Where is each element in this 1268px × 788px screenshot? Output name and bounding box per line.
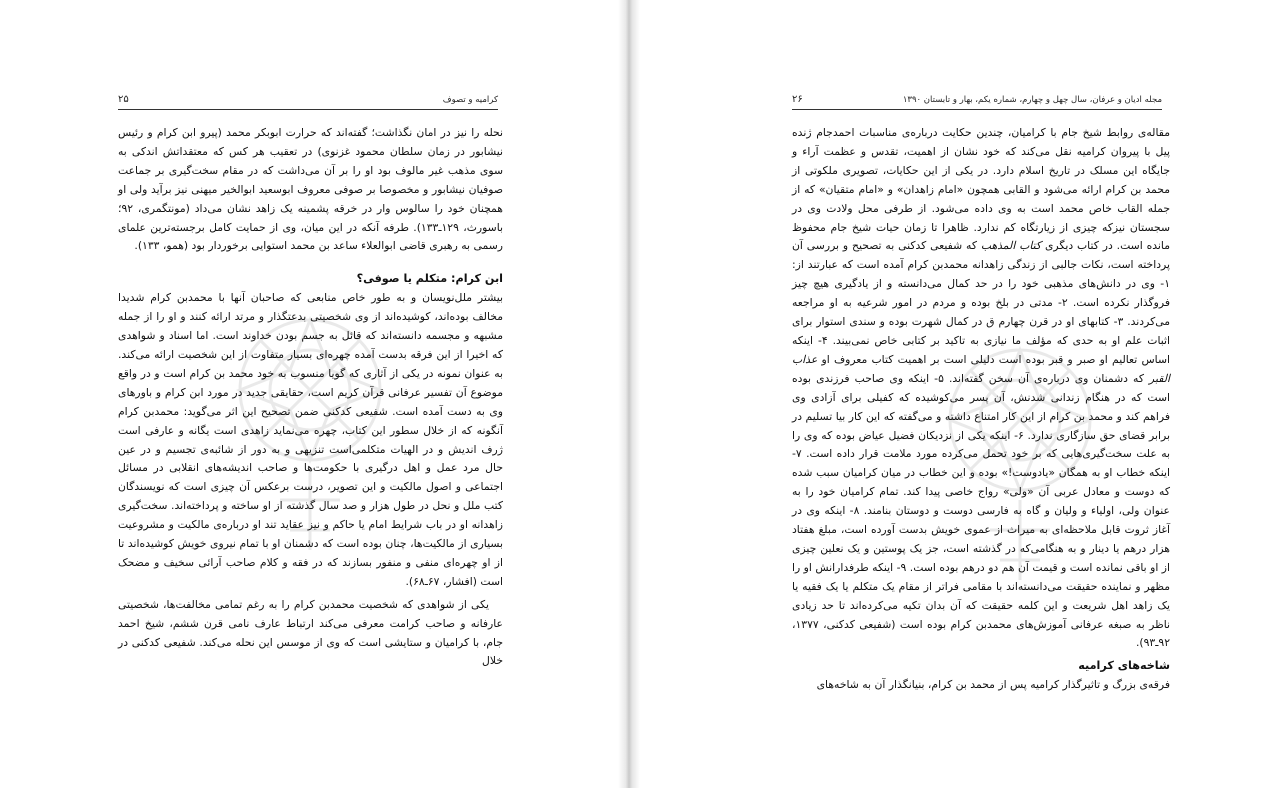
right-section-heading: شاخه‌های کرامیه <box>1078 659 1170 673</box>
left-running-head <box>118 95 498 110</box>
left-section-heading: ابن کرام: متکلم یا صوفی؟ <box>356 272 503 286</box>
left-paragraph-3: یکی از شواهدی که شخصیت محمدبن کرام را به رغم تمامی مخالفت‌ها، شخصیتی عارفانه و صاحب کرامت معرفی می‌کند ارتباط عارف نامی قرن ششم، شیخ احمد جام، با کرامیان و ستایشی است که وی از موسس این نحله می‌کند. شفیعی کدکنی در خلال <box>118 597 503 668</box>
right-running-title: مجله ادیان و عرفان، سال چهل و چهارم، شماره یکم، بهار و تابستان ۱۳۹۰ <box>902 95 1162 105</box>
book-title-italic: کتاب المذهب <box>980 239 1042 253</box>
right-paragraph-1-part-b: که شفیعی کدکنی به تصحیح و بررسی آن پرداخته است، نکات جالبی از زندگی زاهدانه محمدبن کرام آمده است که عبارتند از: ۱- وی در دانش‌های مذهبی خود را در حد کمال می‌دانسته و از یادگیری هیچ چیز فروگذار نکرده است. ۲- مدتی در بلخ بوده و مردم در امور شرعیه به او مراجعه می‌کردند. ۳- کتابهای او در قرن چهارم ق در کمال شهرت بوده و سندی استوار برای اثبات علم او به حدی که مؤلف ما نیازی به تاکید بر کتابی خاص نمی‌بیند. ۴- اینکه اساس تعالیم او صبر و قبر بوده است دلیلی است بر اهمیت کتاب معروف او <box>792 239 1171 366</box>
left-paragraph-2: بیشتر ملل‌نویسان و به طور خاص منابعی که صاحبان آنها با محمدبن کرام شدیدا مخالف بوده‌اند، کوشیده‌اند از وی شخصیتی بدعتگذار و مرتد ارائه کنند و او را از جمله مشبهه و مجسمه دانسته‌اند که قائل به جسم بودن خداوند است. اما اسناد و شواهدی که اخیرا از این فرقه بدست آمده چهره‌ای بسیار متفاوت از این شخصیت ارائه می‌کند. به عنوان نمونه در یکی از آثاری که گویا منسوب به خود محمد بن کرام است و در واقع موضوع آن تفسیر عرفانی قرآن کریم است، حقایقی جدید در مورد ابن کرام و باورهای وی به دست آمده است. شفیعی کدکنی ضمن تصحیح این اثر می‌گوید: محمدبن کرام آنگونه که از خلال سطور این کتاب، چهره می‌نماید زاهدی است یگانه و عارفی است ژرف اندیش و در الهیات متکلمی‌است تنزیهی و به دور از شائبه‌ی تجسیم و در عین حال مرد عمل و اهل درگیری با حکومت‌ها و صاحب اندیشه‌های انقلابی در مسائل اجتماعی و اصول مالکیت و این تصویر، درست برعکس آن چیزی است که نویسندگان کتب ملل و نحل در طول هزار و صد سال گذشته از او ساخته و پرداخته‌اند. سخت‌گیری زاهدانه او در باب شرایط امام یا حاکم و نیز عقاید تند او درباره‌ی مالکیت و مشروعیت بسیاری از مالکیت‌ها، چنان بوده است که دشمنان او با تمام نیروی خویش کوشیده‌اند تا از او چهره‌ای منفی و منفور بسازند که در فقه و کلام صاحب آرائی سخیف و مضحک است (افشار، ۶۷ـ۶۸). <box>118 291 503 588</box>
book-gutter <box>618 0 640 788</box>
right-running-head <box>792 95 1162 110</box>
left-page-number: ۲۵ <box>118 94 129 105</box>
right-paragraph-2: فرقه‌ی بزرگ و تاثیرگذار کرامیه پس از محمد بن کرام، بنیانگذار آن به شاخه‌های <box>816 678 1170 692</box>
left-page-body <box>118 124 503 671</box>
left-paragraph-1: نحله را نیز در امان نگذاشت؛ گفته‌اند که حرارت ابوبکر محمد (پیرو ابن کرام و رئیس نیشابور در زمان سلطان محمود غزنوی) در تعقیب هر کس که معتقداتش اندکی به سوی مذهب غیر مالوف بود او را بر آن می‌داشت که در مقام سخت‌گیری بر جماعت صوفیان نیشابور و مخصوصا بر صوفی معروف ابوسعید ابوالخیر میهنی نیز برآید ولی او همچنان خود را سالوس وار در خرقه پشمینه یک زاهد نشان می‌داد (مونتگمری، ۹۲؛ باسورث، ۱۲۹ـ۱۳۳). طرفه آنکه در این میان، وی از حمایت کامل برجسته‌ترین علمای رسمی به رهبری قاضی ابوالعلاء ساعد بن محمد استوایی برخوردار بود (همو، ۱۳۳). <box>118 126 503 253</box>
right-paragraph-1-part-c: که دشمنان وی درباره‌ی آن سخن گفته‌اند. ۵- اینکه وی صاحب فرزندی بوده است که در هنگام زندانی شدنش، آن پسر می‌کوشیده که کفیلی برای آزادی وی فراهم کند و محمد بن کرام از این کار امتناع داشته و می‌گفته که این کار بیا تسلیم در برابر قضای حق سازگاری ندارد. ۶- اینکه یکی از نزدیکان فضیل عیاض بوده که وی را به علت سخت‌گیری‌هایی که بر خود تحمل می‌کرده مورد ملامت قرار داده است. ۷- اینکه خطاب او به همگان «یادوست!» بوده و این خطاب در میان کرامیان سبب شده که دوست و معادل عربی آن «ولی» رواج خاصی پیدا کند. تمام کرامیان خود را به عنوان ولی، اولیاء و ولیان و گاه به فارسی دوست و دوستان بنامند. ۸- اینکه وی در آغاز ثروت قابل ملاحظه‌ای به میراث از عموی خویش بدست آورده است، مبلغ هفتاد هزار درهم یا دینار و به هنگامی‌که در گذشته است، جز یک پوستین و یک نعلین چیزی از او باقی نمانده است و قیمت آن هم دو درهم بوده است. ۹- اینکه طرفدارانش او را مظهر و نماینده حقیقت می‌دانسته‌اند با مقامی فراتر از مقام یک متکلم یا یک فقیه یا یک زاهد اهل شریعت و این کلمه حقیقت که آن بدان تکیه می‌کرده‌اند تا حد زیادی ناظر به صبغه عرفانی آموزش‌های محمدبن کرام بوده است (شفیعی کدکنی، ۱۳۷۷، ۹۲ـ۹۳). <box>792 371 1170 650</box>
left-page <box>0 0 618 788</box>
right-page <box>640 0 1268 788</box>
right-page-number: ۲۶ <box>792 94 803 105</box>
right-page-body <box>792 124 1170 695</box>
right-paragraph-1 <box>792 124 1170 653</box>
left-running-title: کرامیه و تصوف <box>442 95 498 105</box>
right-paragraph-1-part-a: مقاله‌ی روابط شیخ جام با کرامیان، چندین حکایت درباره‌ی مناسبات احمدجام ژنده پیل با پیروان کرامیه نقل می‌کند که خود نشان از اهمیت، تقدس و عظمت آراء و جایگاه این مسلک در تاریخ اسلام دارد. در یکی از این حکایات، تصویری ملکوتی از محمد بن کرام ارائه می‌شود و القابی همچون «امام زاهدان» و «امام متقیان» که از جمله القاب خاص محمد است به وی داده می‌شود. از طرفی محل ولادت وی در سجستان نیزکه چیزی از زیارتگاه کم ندارد. ظاهرا تا زمان حیات شیخ جام محفوظ مانده است. در کتاب دیگری <box>792 126 1170 253</box>
book-title-italic: عذاب القبر <box>792 352 1170 385</box>
